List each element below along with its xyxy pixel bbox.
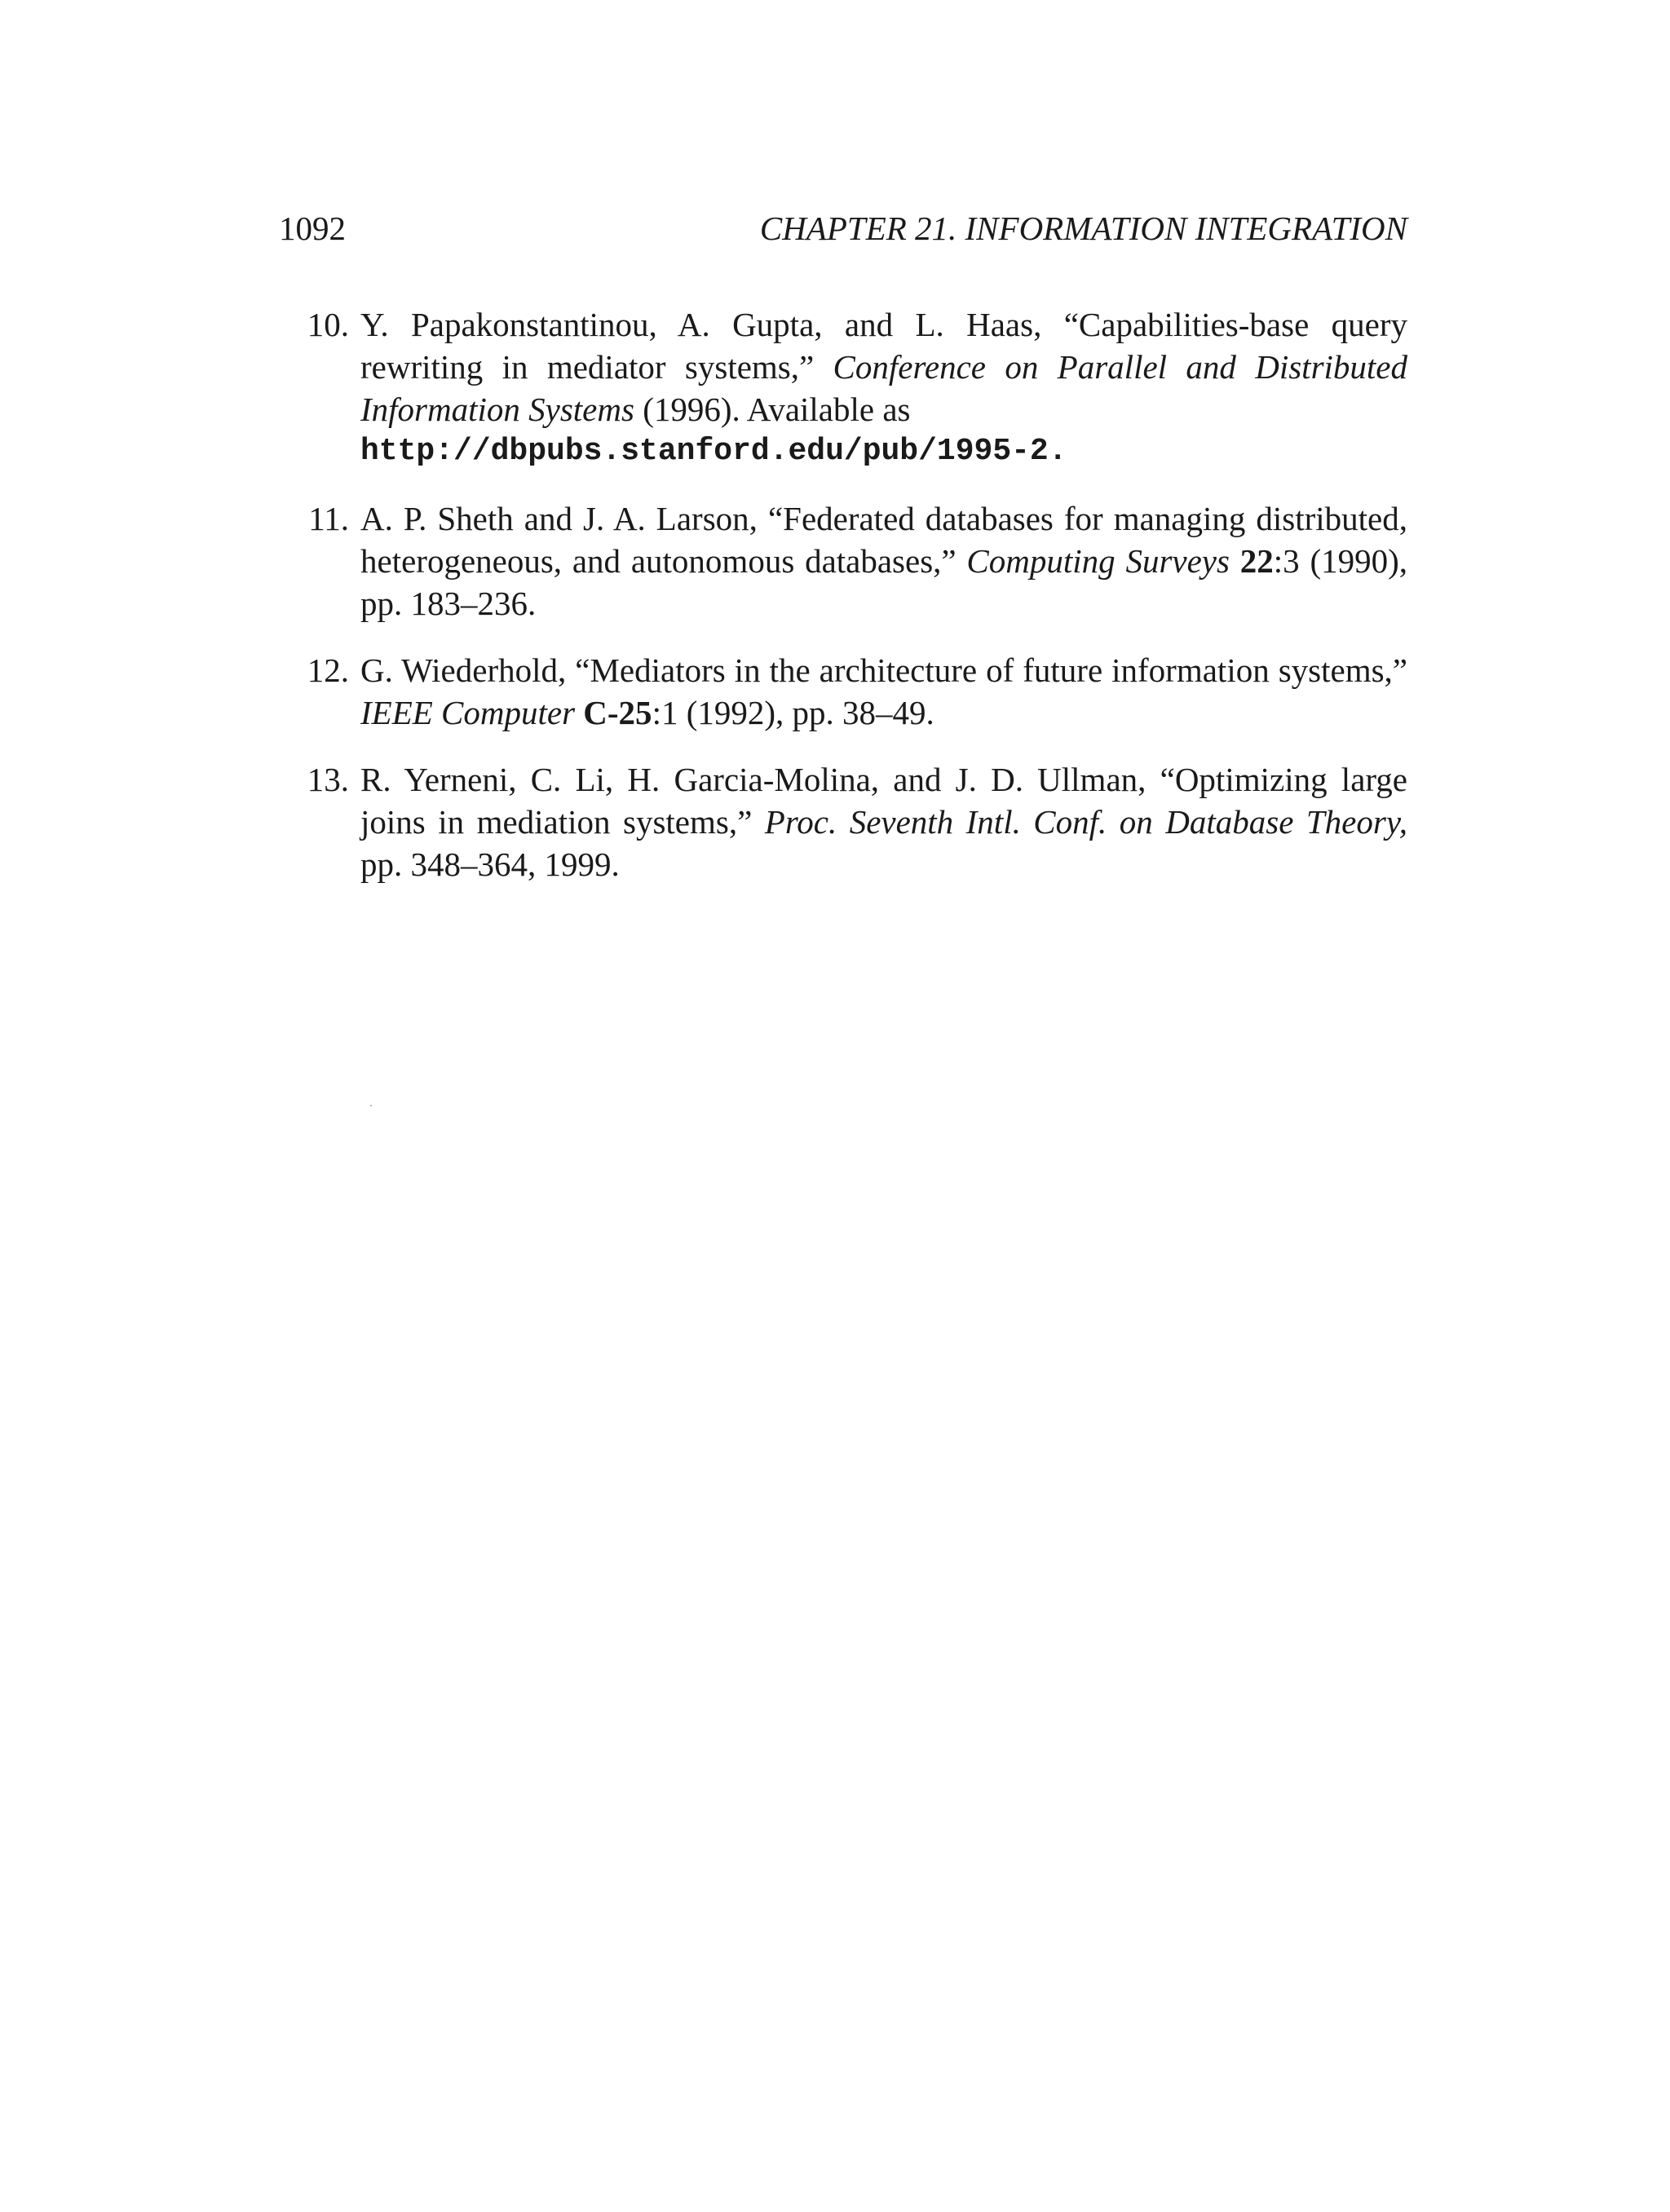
reference-item [279,303,1407,473]
reference-details: :3 (1990), pp. 183–236. [360,542,1407,622]
reference-authors: R. Yerneni, C. Li, H. Garcia-Molina, and J. D. Ullman, [360,761,1146,798]
reference-title: “Mediators in the architecture of future information systems,” [575,651,1407,689]
reference-number: 12. [307,651,349,689]
reference-number: 10. [307,306,349,343]
reference-number: 13. [307,761,349,798]
reference-url: http://dbpubs.stanford.edu/pub/1995-2. [360,434,1067,469]
reference-volume: C-25 [583,694,652,731]
page-number: 1092 [279,210,346,247]
reference-volume: 22 [1239,542,1274,580]
reference-venue: Computing Surveys [966,542,1230,580]
reference-item [279,649,1407,734]
reference-title: “Federated databases for managing distributed, heterogeneous, and autonomous databases,” [360,500,1408,580]
reference-venue: Proc. Seventh Intl. Conf. on Database Theory, [764,803,1408,841]
reference-title: “Capabilities-base query rewriting in mediator systems,” [360,306,1407,386]
reference-item [279,497,1407,625]
reference-authors: G. Wiederhold, [360,651,567,689]
chapter-title: CHAPTER 21. INFORMATION INTEGRATION [759,210,1407,247]
reference-authors: A. P. Sheth and J. A. Larson, [360,500,758,537]
reference-title: “Optimizing large joins in mediation systems,” [360,761,1407,841]
running-head [279,204,1407,253]
reference-number: 11. [308,500,349,537]
reference-list [279,303,1407,910]
reference-venue: IEEE Computer [360,694,576,731]
reference-venue: Conference on Parallel and Distributed Information Systems [360,348,1407,428]
reference-details: :1 (1992), pp. 38–49. [652,694,934,731]
reference-details: (1996). Available as [643,391,911,428]
reference-authors: Y. Papakonstantinou, A. Gupta, and L. Haas, [360,306,1042,343]
reference-item [279,758,1407,885]
reference-details: pp. 348–364, 1999. [360,846,620,883]
scan-speck [370,1105,372,1106]
